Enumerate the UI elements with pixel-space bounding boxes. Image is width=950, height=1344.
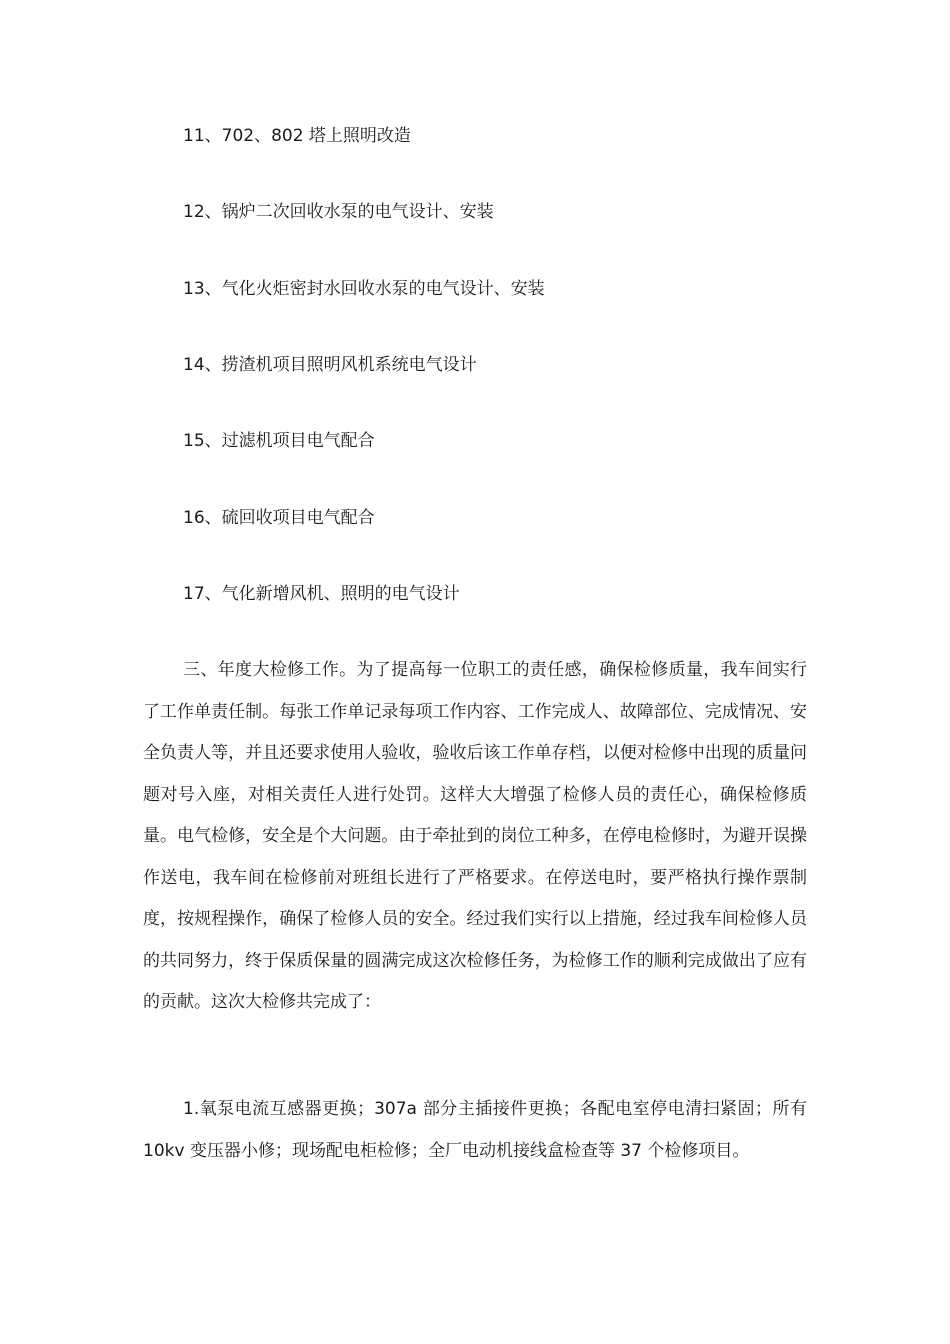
list-item-14: 14、捞渣机项目照明风机系统电气设计	[183, 355, 477, 375]
list-item-11: 11、702、802 塔上照明改造	[183, 126, 411, 146]
overhaul-section-paragraph: 三、年度大检修工作。为了提高每一位职工的责任感，确保检修质量，我车间实行了工作单责任制。每张工作单记录每项工作内容、工作完成人、故障部位、完成情况、安全负责人等，并且还要求使用人验收，验收后该工作单存档，以便对检修中出现的质量问题对号入座，对相关责任人进行处罚。这样大大增强了检修人员的责任心，确保检修质量。电气检修，安全是个大问题。由于牵扯到的岗位工种多，在停电检修时，为避开误操作送电，我车间在检修前对班组长进行了严格要求。在停送电时，要严格执行操作票制度，按规程操作，确保了检修人员的安全。经过我们实行以上措施，经过我车间检修人员的共同努力，终于保质保量的圆满完成这次检修任务，为检修工作的顺利完成做出了应有的贡献。这次大检修共完成了：	[143, 660, 807, 1012]
list-item-15: 15、过滤机项目电气配合	[183, 431, 375, 451]
list-item-17: 17、气化新增风机、照明的电气设计	[183, 584, 460, 604]
list-item-12: 12、锅炉二次回收水泵的电气设计、安装	[183, 202, 494, 222]
list-item-16: 16、硫回收项目电气配合	[183, 508, 375, 528]
list-item-13: 13、气化火炬密封水回收水泵的电气设计、安装	[183, 279, 545, 299]
overhaul-items-paragraph: 1.氧泵电流互感器更换；307a 部分主插接件更换；各配电室停电清扫紧固；所有 10kv 变压器小修；现场配电柜检修；全厂电动机接线盒检查等 37 个检修项目。	[143, 1099, 807, 1161]
